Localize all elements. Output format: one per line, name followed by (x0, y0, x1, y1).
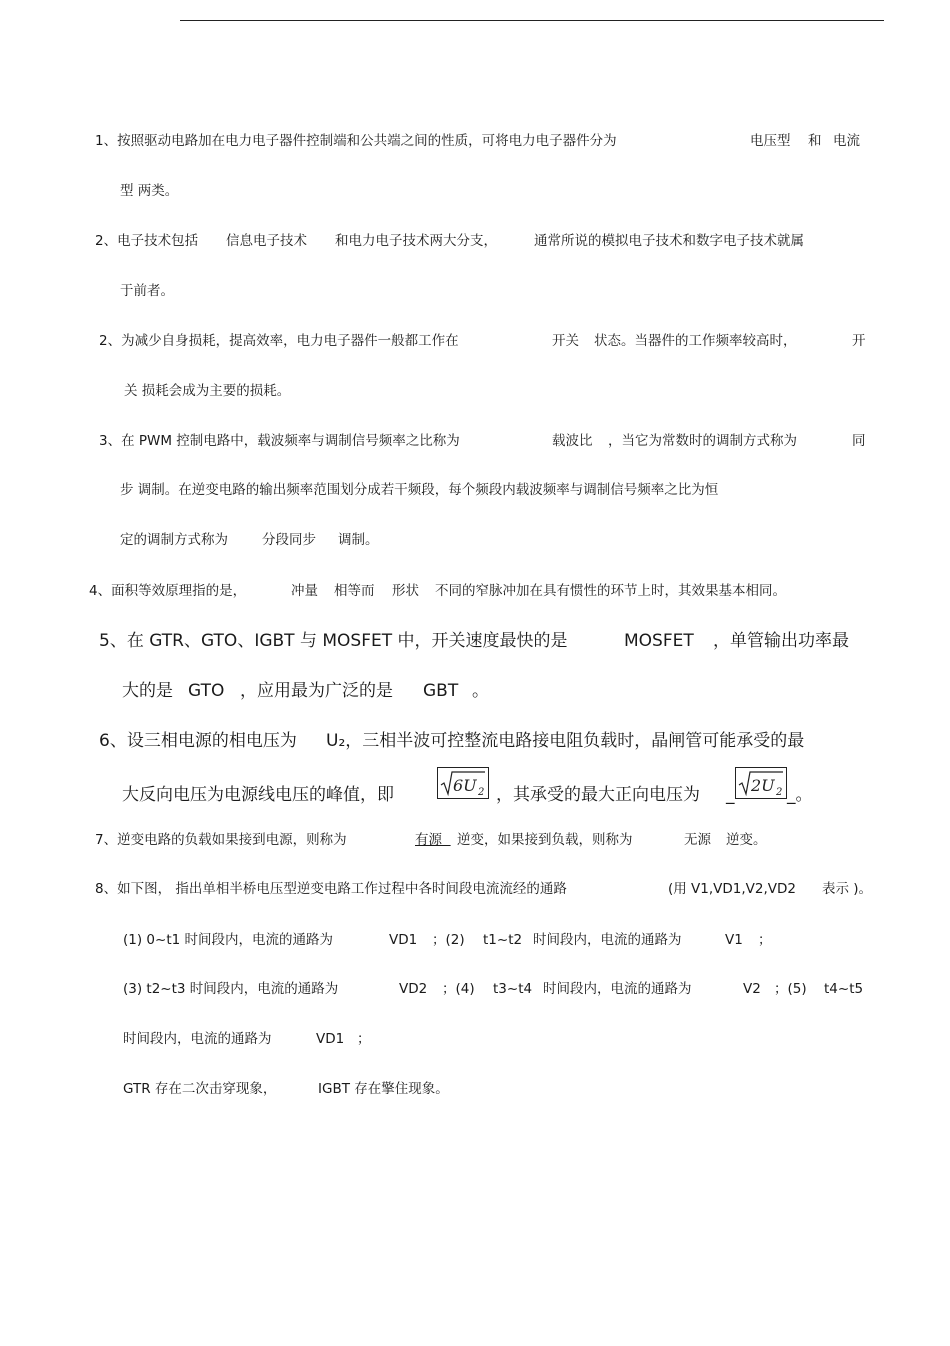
q8-row1-a: (1) 0~t1 时间段内，电流的通路为 (123, 932, 333, 948)
q6-blank-left: _ (726, 785, 735, 805)
q8-row2-b: ；(4) (442, 981, 475, 997)
q1-answer-current: 电流 (833, 133, 860, 149)
q3-line3-b: 调制。 (338, 532, 379, 548)
q3-line1-b: ，当它为常数时的调制方式称为 (608, 433, 797, 449)
q3-answer-sync: 同 (852, 433, 866, 449)
sqrt6-u2-formula (437, 767, 489, 799)
q8-answer-vd1-b: VD1 (316, 1031, 345, 1047)
q1-answer-voltage: 电压型 (750, 133, 791, 149)
last-line-b: IGBT 存在擎住现象。 (318, 1081, 449, 1097)
q4-answer-shape: 形状 (392, 583, 419, 599)
q6-line2-b: ，其承受的最大正向电压为 (496, 785, 700, 805)
q8-row1-d: 时间段内，电流的通路为 (533, 932, 682, 948)
q5-answer-gbt: GBT (423, 681, 459, 701)
q5-line2-b: ，应用最为广泛的是 (240, 681, 393, 701)
q7-answer-passive: 无源 (684, 832, 711, 848)
q8-answer-v2: V2 (743, 981, 761, 997)
q1-line1: 1、按照驱动电路加在电力电子器件控制端和公共端之间的性质，可将电力电子器件分为 (95, 133, 617, 149)
q8-answer-v1: V1 (725, 932, 743, 948)
q2b-answer-switch: 开关 (552, 333, 579, 349)
q4-line1-a: 4、面积等效原理指的是， (89, 583, 247, 599)
q2-line1-a: 2、电子技术包括 (95, 233, 199, 249)
q2b-line1-a: 2、为减少自身损耗，提高效率，电力电子器件一般都工作在 (99, 333, 459, 349)
q2-answer: 信息电子技术 (226, 233, 307, 249)
q8-row2-f: t4~t5 (824, 981, 864, 997)
q6-line1-b: U₂，三相半波可控整流电路接电阻负载时，晶闸管可能承受的最 (326, 731, 805, 751)
q8-row1-e: ； (758, 932, 772, 948)
q2-line1-c: 通常所说的模拟电子技术和数字电子技术就属 (534, 233, 804, 249)
q7-line1-c: 逆变。 (726, 832, 767, 848)
q8-row2-a: (3) t2~t3 时间段内，电流的通路为 (123, 981, 339, 997)
q3-line3-a: 定的调制方式称为 (120, 532, 228, 548)
q8-row2-e: ；(5) (774, 981, 807, 997)
q5-answer-gto: GTO (188, 681, 225, 701)
q4-line1-c: 不同的窄脉冲加在具有惯性的环节上时，其效果基本相同。 (435, 583, 786, 599)
q8-line1-c: 表示 )。 (822, 881, 873, 897)
q5-line1-b: ，单管输出功率最 (713, 631, 849, 651)
q5-line2-a: 大的是 (122, 681, 173, 701)
q8-row3-b: ； (357, 1031, 371, 1047)
q8-row1-b: ；(2) (432, 932, 465, 948)
q2-line2: 于前者。 (120, 283, 174, 299)
q5-line2-c: 。 (472, 681, 489, 701)
q6-line1-a: 6、设三相电源的相电压为 (99, 731, 297, 751)
q8-answer-vd1: VD1 (389, 932, 418, 948)
q3-line1-a: 3、在 PWM 控制电路中，载波频率与调制信号频率之比称为 (99, 433, 460, 449)
q8-answer-vd2: VD2 (399, 981, 428, 997)
q3-answer-segmented: 分段同步 (262, 532, 316, 548)
q8-line1-a: 8、如下图， 指出单相半桥电压型逆变电路工作过程中各时间段电流流经的通路 (95, 881, 567, 897)
q3-line2: 步 调制。在逆变电路的输出频率范围划分成若干频段，每个频段内载波频率与调制信号频率之比为恒 (120, 482, 719, 498)
q7-line1-a: 7、逆变电路的负载如果接到电源，则称为 (95, 832, 347, 848)
q4-line1-b: 相等而 (334, 583, 375, 599)
q4-answer-impulse: 冲量 (291, 583, 318, 599)
q3-answer-carrier-ratio: 载波比 (552, 433, 593, 449)
q5-answer-mosfet: MOSFET (624, 631, 694, 651)
q1-line2: 型 两类。 (120, 183, 179, 199)
sqrt6-subscript: 2 (478, 787, 485, 798)
header-rule (180, 20, 884, 21)
last-line-a: GTR 存在二次击穿现象， (123, 1081, 277, 1097)
q8-line1-b: (用 V1,VD1,V2,VD2 (668, 881, 797, 897)
sqrt6-radicand: 6U (453, 776, 477, 795)
q8-row3-a: 时间段内，电流的通路为 (123, 1031, 272, 1047)
q7-answer-active: 有源 (415, 832, 442, 848)
sqrt2-radicand: 2U (751, 776, 775, 795)
q8-row2-c: t3~t4 (493, 981, 533, 997)
q6-line2-a: 大反向电压为电源线电压的峰值，即 (122, 785, 394, 805)
q5-line1-a: 5、在 GTR、GTO、IGBT 与 MOSFET 中，开关速度最快的是 (99, 631, 568, 651)
q1-and: 和 (808, 133, 822, 149)
q2-line1-b: 和电力电子技术两大分支， (335, 233, 497, 249)
q8-row2-d: 时间段内，电流的通路为 (543, 981, 692, 997)
q6-blank-right: _。 (787, 785, 813, 805)
q8-row1-c: t1~t2 (483, 932, 523, 948)
q2b-line1-b: 状态。当器件的工作频率较高时， (594, 333, 797, 349)
q2b-answer-kai: 开 (852, 333, 866, 349)
q7-line1-b: 逆变，如果接到负载，则称为 (457, 832, 633, 848)
sqrt2-subscript: 2 (776, 787, 783, 798)
q2b-line2: 关 损耗会成为主要的损耗。 (124, 383, 291, 399)
sqrt2-u2-formula (735, 767, 787, 799)
